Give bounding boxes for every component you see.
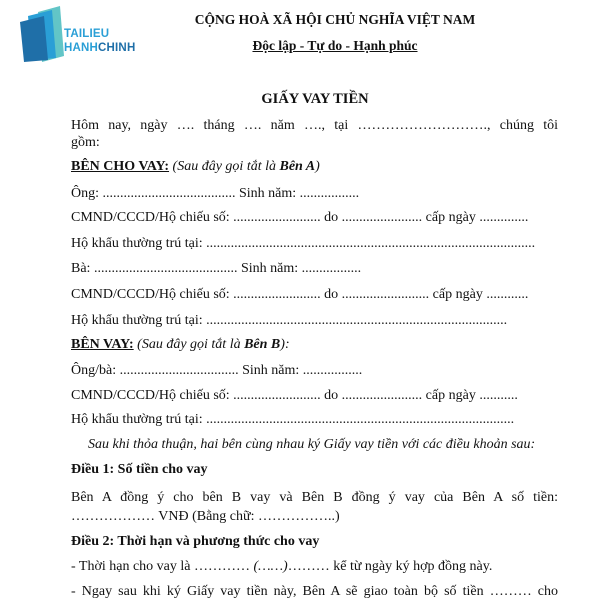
article-1-line-1: Bên A đồng ý cho bên B vay và Bên B đồng ý vay của Bên A số tiền: (71, 490, 558, 505)
party-a-ba: Bà: ......................................... Sinh năm: ................. (71, 261, 362, 276)
motto-heading: Độc lập - Tự do - Hạnh phúc (252, 38, 418, 53)
intro-line-1: Hôm nay, ngày …. tháng …. năm …., tại ………………………., chúng tôi (71, 118, 558, 133)
nation-heading: CỘNG HOÀ XÃ HỘI CHỦ NGHĨA VIỆT NAM (194, 12, 476, 27)
article-2-line-1: - Thời hạn cho vay là ………… (……)……… kể từ ngày ký hợp đồng này. (71, 559, 493, 574)
party-b-address: Hộ khẩu thường trú tại: ........................................................................................ (71, 412, 515, 427)
logo-text-line1: TAILIEU (64, 28, 110, 40)
intro-line-2: gồm: (71, 135, 100, 150)
logo-text-line2: HANHCHINH (64, 42, 136, 54)
party-b-ongba: Ông/bà: .................................. Sinh năm: ................. (71, 363, 363, 378)
document-title: GIẤY VAY TIỀN (261, 91, 369, 107)
party-a-id-1: CMND/CCCD/Hộ chiếu số: ......................... do ....................... cấp ngày .............. (71, 210, 529, 225)
article-2-line-2: - Ngay sau khi ký Giấy vay tiền này, Bên A sẽ giao toàn bộ số tiền ……… cho (71, 584, 558, 599)
article-1-line-2: ……………… VNĐ (Bằng chữ: ……………..) (71, 509, 340, 524)
party-b-heading: BÊN VAY: (Sau đây gọi tắt là Bên B): (71, 337, 290, 352)
party-a-ong: Ông: ...................................... Sinh năm: ................. (71, 186, 360, 201)
party-b-id: CMND/CCCD/Hộ chiếu số: ......................... do ....................... cấp ngày ........... (71, 388, 518, 403)
party-a-heading: BÊN CHO VAY: (Sau đây gọi tắt là Bên A) (71, 159, 320, 174)
party-a-address-2: Hộ khẩu thường trú tại: ...................................................................................... (71, 313, 508, 328)
article-2-heading: Điều 2: Thời hạn và phương thức cho vay (71, 534, 320, 549)
party-a-id-2: CMND/CCCD/Hộ chiếu số: ......................... do ......................... cấp ngày ............ (71, 287, 529, 302)
party-a-address-1: Hộ khẩu thường trú tại: .............................................................................................. (71, 236, 536, 251)
agreement-sentence: Sau khi thỏa thuận, hai bên cùng nhau ký Giấy vay tiền với các điều khoản sau: (88, 437, 536, 452)
article-1-heading: Điều 1: Số tiền cho vay (71, 462, 208, 477)
